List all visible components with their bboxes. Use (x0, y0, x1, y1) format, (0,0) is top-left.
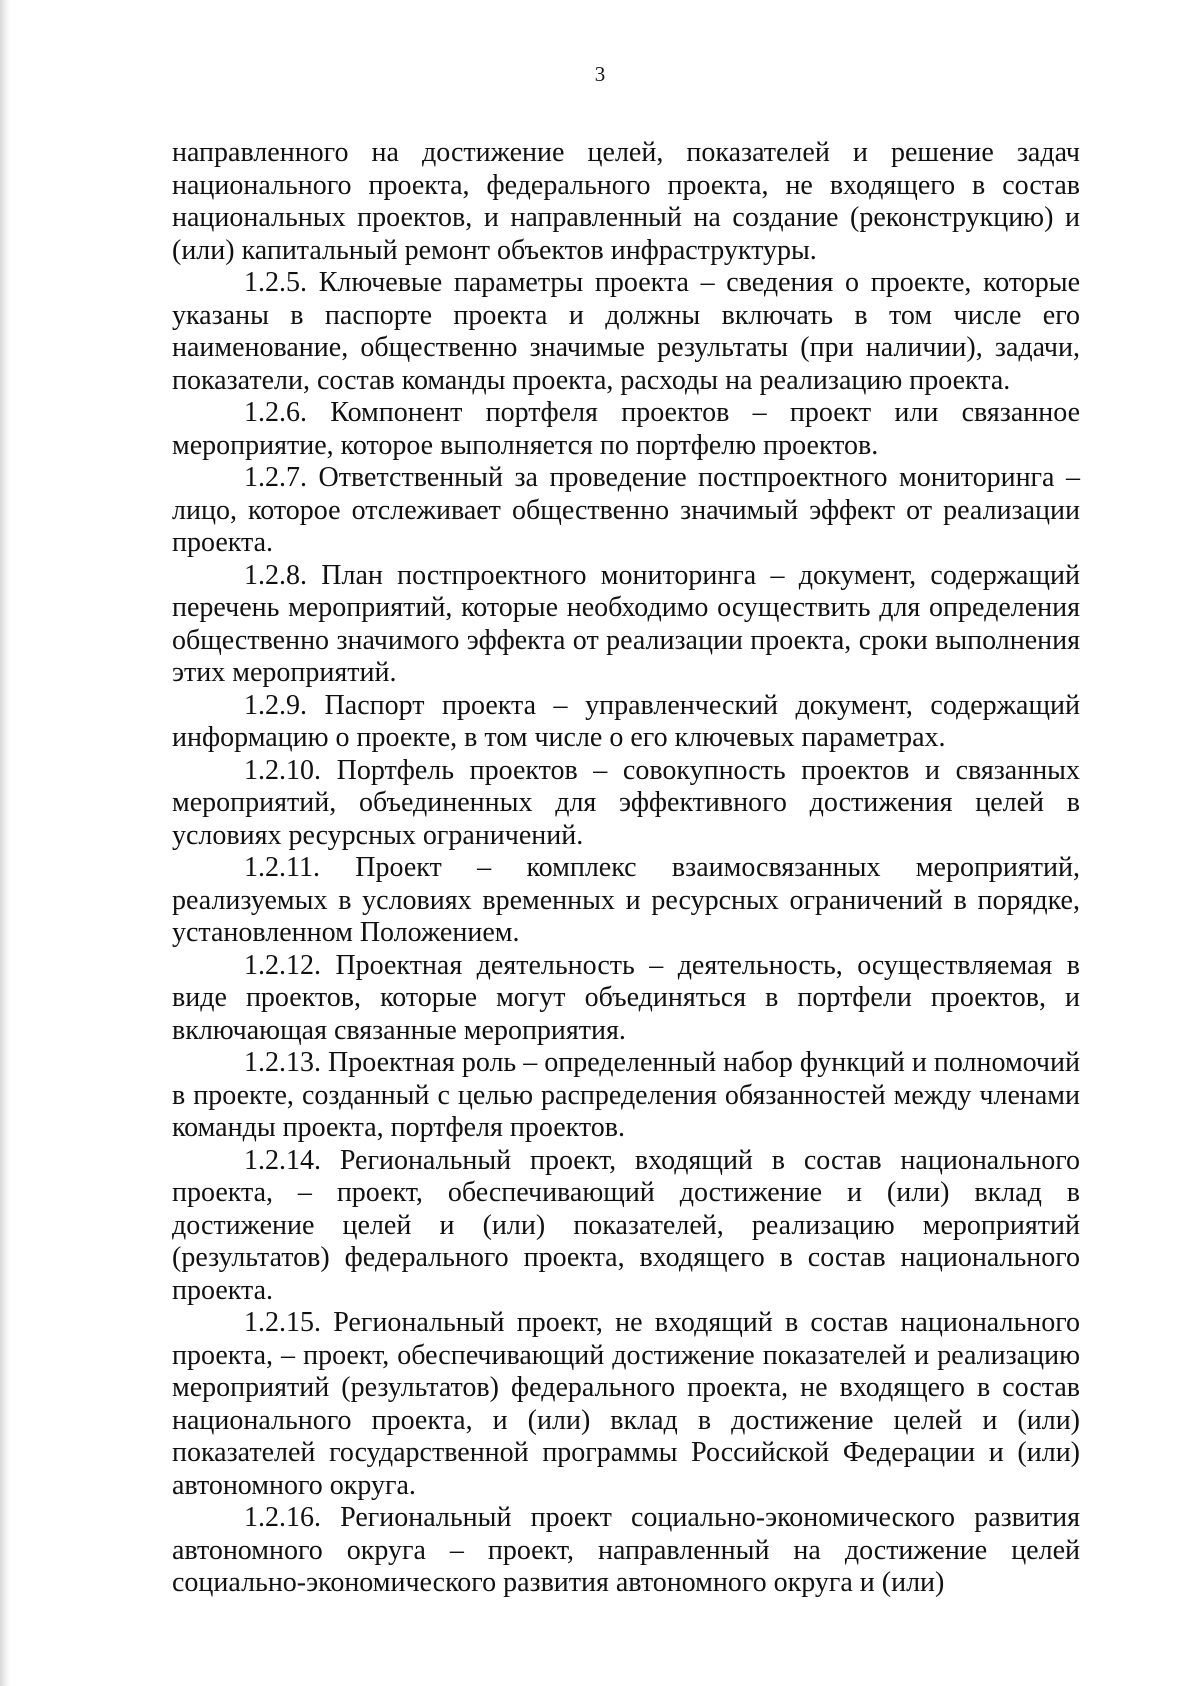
paragraph-1-2-13: 1.2.13. Проектная роль – определенный набор функций и полномочий в проекте, созданный с целью распределения обязанностей между членами команды проекта, портфеля проектов. (172, 1047, 1080, 1143)
paragraph-1-2-12: 1.2.12. Проектная деятельность – деятельность, осуществляемая в виде проектов, которые могут объединяться в портфели проектов, и включающая связанные мероприятия. (172, 949, 1080, 1046)
paragraph-1-2-8: 1.2.8. План постпроектного мониторинга – документ, содержащий перечень мероприятий, которые необходимо осуществить для определения общественно значимого эффекта от реализации проекта, сроки выполнения этих мероприятий. (172, 559, 1080, 688)
page-number: 3 (594, 62, 606, 86)
paragraph-1-2-9: 1.2.9. Паспорт проекта – управленческий документ, содержащий информацию о проекте, в том числе о его ключевых параметрах. (172, 689, 1080, 753)
paragraph-1-2-11: 1.2.11. Проект – комплекс взаимосвязанных мероприятий, реализуемых в условиях временных и ресурсных ограничений в порядке, установленном Положением. (172, 852, 1080, 948)
paragraph-1-2-6: 1.2.6. Компонент портфеля проектов – проект или связанное мероприятие, которое выполняется по портфелю проектов. (172, 397, 1080, 461)
paragraph-1-2-7: 1.2.7. Ответственный за проведение постпроектного мониторинга – лицо, которое отслеживает общественно значимый эффект от реализации проекта. (172, 462, 1080, 558)
paragraph-continuation: направленного на достижение целей, показателей и решение задач национального проекта, федерального проекта, не входящего в состав национальных проектов, и направленный на создание (реконструкцию) и (или) капитальный ремонт объектов инфраструктуры. (172, 137, 1080, 266)
paragraph-1-2-10: 1.2.10. Портфель проектов – совокупность проектов и связанных мероприятий, объединенных для эффективного достижения целей в условиях ресурсных ограничений. (172, 754, 1080, 851)
scan-edge (0, 0, 10, 1686)
paragraph-1-2-14: 1.2.14. Региональный проект, входящий в состав национального проекта, – проект, обеспечивающий достижение и (или) вклад в достижение целей и (или) показателей, реализацию мероприятий (результатов) федерального проекта, входящего в состав национального проекта. (172, 1144, 1080, 1306)
paragraph-1-2-16: 1.2.16. Региональный проект социально-экономического развития автономного округа – проект, направленный на достижение целей социально-экономического развития автономного округа и (или) (172, 1502, 1080, 1598)
paragraph-1-2-5: 1.2.5. Ключевые параметры проекта – сведения о проекте, которые указаны в паспорте проекта и должны включать в том числе его наименование, общественно значимые результаты (при наличии), задачи, показатели, состав команды проекта, расходы на реализацию проекта. (172, 267, 1080, 396)
document-body (172, 137, 1080, 1600)
paragraph-1-2-15: 1.2.15. Региональный проект, не входящий в состав национального проекта, – проект, обеспечивающий достижение показателей и реализацию мероприятий (результатов) федерального проекта, не входящего в состав национального проекта, и (или) вклад в достижение целей и (или) показателей государственной программы Российской Федерации и (или) автономного округа. (172, 1307, 1080, 1501)
